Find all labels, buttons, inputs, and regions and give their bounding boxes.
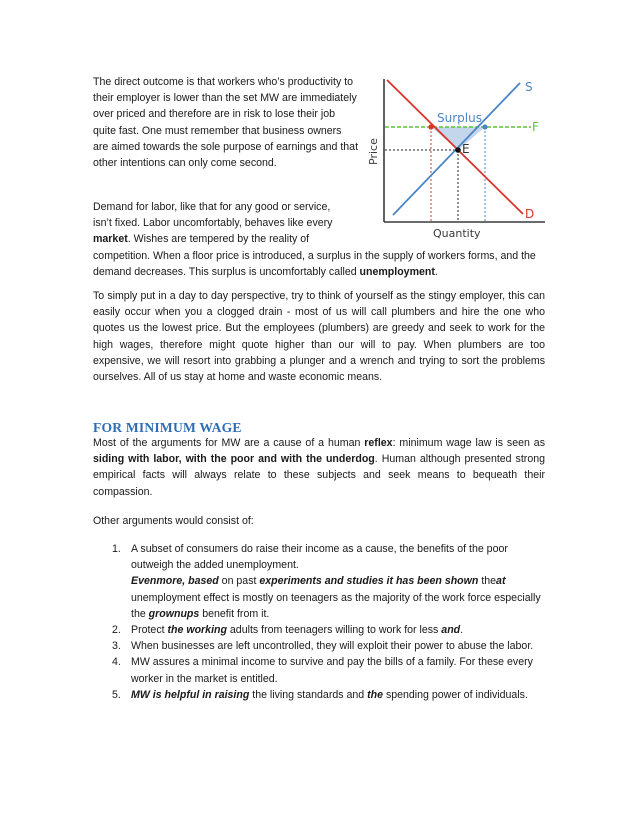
list-item xyxy=(93,638,545,654)
reflex-term: reflex xyxy=(364,437,393,449)
item5-text-b: the living standards and xyxy=(249,688,368,701)
item1-text-h: grownups xyxy=(148,607,200,620)
item2-text-b: the working xyxy=(167,624,227,637)
unemployment-term: unemployment xyxy=(359,265,435,278)
market-term: market xyxy=(93,233,128,246)
demand-paragraph xyxy=(93,199,548,280)
floor-demand-point xyxy=(428,124,433,129)
y-axis-label: Price xyxy=(367,138,380,165)
arguments-paragraph xyxy=(93,435,545,500)
list-number: 1. xyxy=(112,543,121,555)
item3-text: When businesses are left uncontrolled, they will exploit their power to abuse the labor. xyxy=(131,640,534,653)
p1-text-c: : minimum wage law is seen as xyxy=(392,437,545,449)
demand-rest-end: . xyxy=(434,265,438,278)
list-item xyxy=(93,622,545,638)
equilibrium-label: E xyxy=(462,142,470,156)
floor-supply-point xyxy=(482,124,487,129)
demand-line-2: isn’t fixed. Labor uncomfortably, behaves like every xyxy=(93,217,333,230)
item1-text-i: benefit from it. xyxy=(199,607,270,620)
demand-line-3-rest: . Wishes are tempered by the reality of xyxy=(127,233,310,246)
section-heading: FOR MINIMUM WAGE xyxy=(93,420,242,435)
item1-text-e: the xyxy=(478,575,497,588)
item4-text: MW assures a minimal income to survive and pay the bills of a family. For these every worker in the market is entitled. xyxy=(131,656,533,685)
supply-label: S xyxy=(525,80,533,94)
plumber-paragraph: To simply put in a day to day perspective, try to think of yourself as the stingy employer, this can easily occur when you a clogged drain - most of us will call plumbers and hire the one who quotes us the lowest price. But the employees (plumbers) are greedy and seek to work for the high wages, therefore might quote higher than our will to pay. When plumbers are too expensive, we will resort into grabbing a plunger and a wrench and trying to sort the problems ourselves. All of us stay at home and waste economic means. xyxy=(93,290,545,384)
item2-text-a: Protect xyxy=(131,624,168,637)
list-item xyxy=(93,687,545,703)
p1-text-e: . Human although presented strong empirical facts will always relate to these subjects and seek means to bequeath their compassion. xyxy=(93,453,545,498)
x-axis-label: Quantity xyxy=(433,227,481,240)
surplus-label: Surplus xyxy=(437,111,482,125)
item5-text-d: spending power of individuals. xyxy=(383,688,528,701)
item5-text-c: the xyxy=(367,688,383,701)
item2-text-d: and xyxy=(441,624,461,637)
item1-text-g: unemployment effect is mostly on teenagers as the majority of the work force especially the xyxy=(131,591,541,620)
list-number: 5. xyxy=(112,688,121,701)
equilibrium-point xyxy=(455,147,461,153)
other-arguments-intro: Other arguments would consist of: xyxy=(93,515,254,527)
item1-text-b: Evenmore, based xyxy=(131,575,219,588)
list-number: 2. xyxy=(112,624,121,637)
item1-text-d: experiments and studies it has been shown xyxy=(259,575,479,588)
demand-label: D xyxy=(525,207,535,221)
item2-text-c: adults from teenagers willing to work for less xyxy=(226,624,442,637)
intro-paragraph: The direct outcome is that workers who’s productivity to their employer is lower than the set MW are immediately over priced and therefore are in risk to lose their job quite fast. One must remember that business owners are aimed towards the sole purpose of earnings and that other intentions can only come second. xyxy=(93,76,359,170)
floor-label: F xyxy=(532,120,539,134)
item5-text-a: MW is helpful in raising xyxy=(131,688,250,701)
siding-phrase: siding with labor, with the poor and with the underdog xyxy=(93,453,375,466)
demand-line-1: Demand for labor, like that for any good or service, xyxy=(93,201,331,213)
item2-text-e: . xyxy=(460,624,464,637)
item1-text-f: at xyxy=(496,575,506,588)
list-item xyxy=(93,541,545,622)
demand-rest: competition. When a floor price is introduced, a surplus in the supply of workers forms, and the demand decreases. This surplus is uncomfortably called xyxy=(93,249,536,278)
arguments-list xyxy=(93,541,545,703)
p1-text-a: Most of the arguments for MW are a cause of a human xyxy=(93,437,365,449)
item1-text-a: A subset of consumers do raise their income as a cause, the benefits of the poor outweigh the added unemployment. xyxy=(131,543,508,572)
list-item xyxy=(93,654,545,686)
demand-line-3 xyxy=(93,231,548,247)
item1-text-c: on past xyxy=(218,575,260,588)
list-number: 4. xyxy=(112,656,121,669)
list-number: 3. xyxy=(112,640,121,653)
